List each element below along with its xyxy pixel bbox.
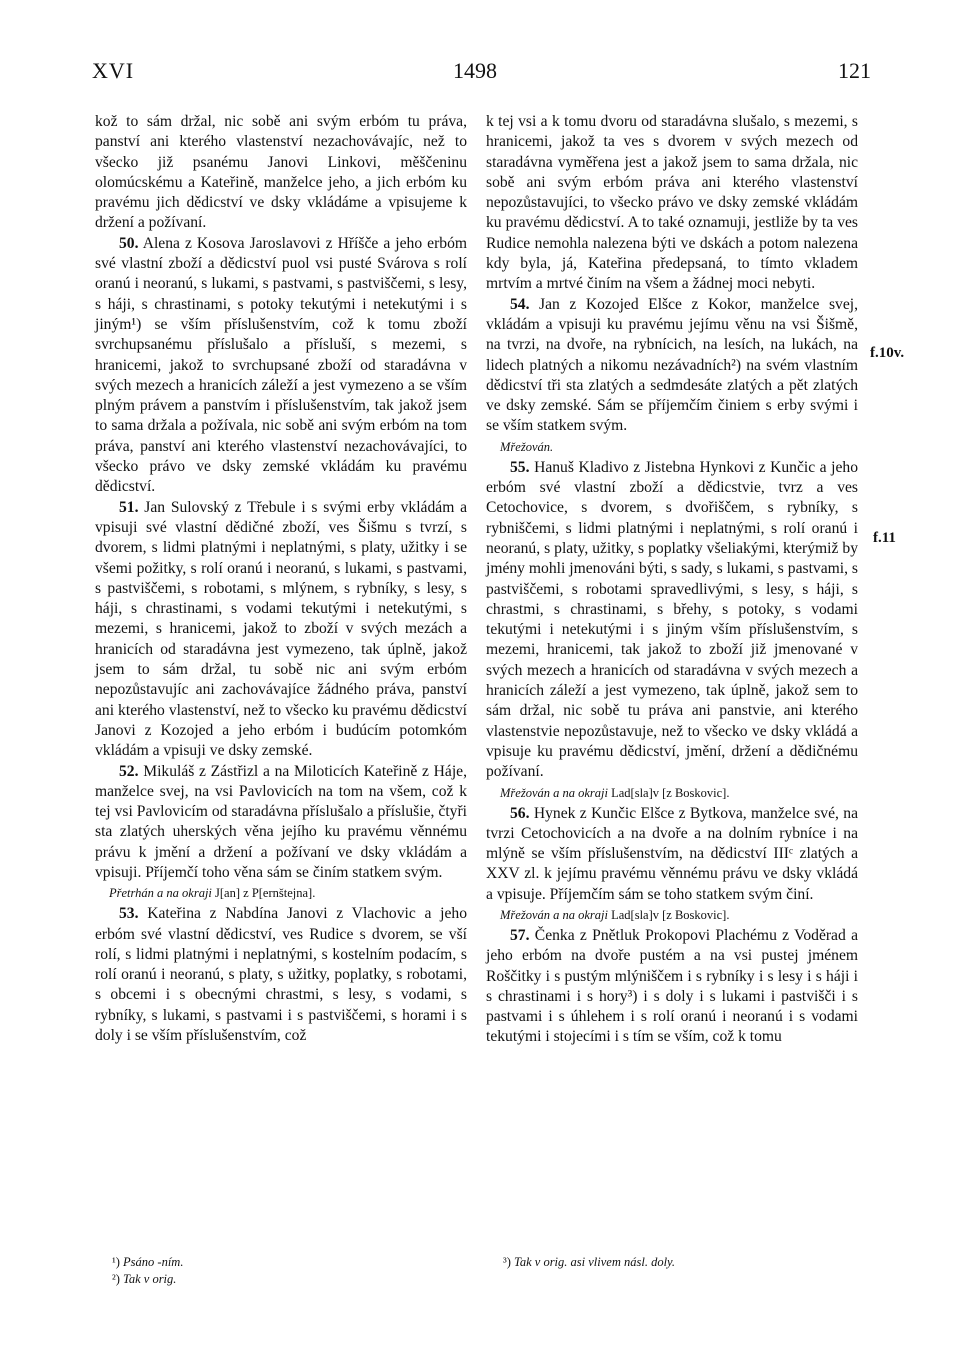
record-entry — [95, 498, 467, 762]
running-head-year: 1498 — [453, 58, 497, 83]
note-label: Mřežován a na okraji — [500, 785, 608, 800]
margin-folio-note: f.10v. — [870, 345, 905, 361]
footnotes-right — [503, 1254, 675, 1271]
left-column — [95, 112, 467, 1046]
editorial-note — [486, 784, 858, 802]
record-entry — [486, 804, 858, 905]
continuation-text: k tej vsi a k tomu dvoru od staradávna slušalo, s mezemi, s hranicemi, jakož ta ves s dvorem v svých mezech od staradávna vyměřena jest a jakož jsem to sama držala, nic sobě ani svým erbóm práva ani kterého vlastenství nepozůstavujíci, to všecko právo ve dsky zemské vkládám ku pravému dědicství. A to také oznamuji, jestliže by ta ves Rudice nemohla nalezena býti ve dskách a potom nalezena kdy byla, já, Kateřina předepsaná, to tímto vkladem mrtvím a mrtvé činím na všem a žádnej moci nebyti. — [486, 113, 858, 293]
entry-number: 54. — [510, 295, 530, 313]
note-label: Mřežován. — [500, 439, 554, 454]
entry-number: 56. — [510, 804, 530, 822]
record-entry — [486, 926, 858, 1048]
note-text: Lad[sla]v [z Boskovic]. — [611, 785, 730, 800]
entry-text: Jan Sulovský z Třebule i s svými erby vkládám a vpisuji své vlastní dědičné zboží, ves Šišmu s tvrzí, s dvorem, s lidmi platnými i neplatnými, s platy, užitky i se všemi požitky, s rolí oranú i neoranú, s lukami, s pastvami, s pastviščemi, s robotami, s mlýnem, s rybníky, s lesy, s háji, s chrastinami, s vodami tekutými i netekutými, s mezemi, s hranicemi, jakož to zboží v svých mezách a hranicích od staradávna jest vymezeno, tak úplně, jakož jsem to sám držal, tu sobě nic ani svým erbóm nepozůstavujíc ani zachovávajíce žádného práva, panství ani kterého vlastenství, než to všecko ku pravému dědicství Janovi z Kozojed a jeho erbóm i budúcím potomkóm vkládám a vpisuji ve dsky zemské. — [95, 498, 468, 760]
footnote-text: Tak v orig. — [123, 1272, 177, 1286]
editorial-note — [95, 884, 467, 902]
right-column — [486, 112, 858, 1048]
footnote-text: Psáno -ním. — [123, 1255, 184, 1269]
entry-text: Hynek z Kunčic Elšce z Bytkova, manželce své, na tvrzi Cetochovicích a na dvoře a na dolním rybníce i na mlýně se vším příslušenstvím, na dědicství IIIᶜ zlatých a XXV zl. k jejímu pravému věnnému právu ve dsky vkládá a vpisuje. Příjemčím sám se toho statkem svým činí. — [486, 804, 858, 903]
entry-text: Kateřina z Nabdína Janovi z Vlachovic a jeho erbóm své vlastní dědicství, ves Rudice s dvorem, se vší rolí, s lidmi platnými i neplatnými, s kostelním podacím, s rolí oranú i neoranú, s platy, s užitky, poplatky, s robotami, s obcemi i s obecnými chrastmi, s lesy, s vodami, s rybníky, s lukami, s pastvami i s pastviščemi, s horami i s doly i se vším příslušenstvím, což — [95, 905, 467, 1045]
page-number: 121 — [838, 58, 871, 83]
entry-text: Hanuš Kladivo z Jistebna Hynkovi z Kunčic a jeho erbóm své vlastní zboží a dědicstvie, tvrz a ves Cetochovice, s dvorem, s dvořiščem, s rybníky, s rybniščemi, s lidmi platnými i neplatnými, s rolí oranú i neoranú, s platy, užitky, s poplatky všeliakými, kterýmiž by jmény mohli jmenováni býti, s sady, s lukami, s pastvami, s pastviščemi, s robotami spravedlivými, s lesy, s háji, s chrastmi, s chrastinami, s břehy, s potoky, s vodami tekutými i netekutými i s jiným vším příslušenstvím, s mezemi, hranicemi, tak jakož to zboží již jmenované v svých mezech a hranicích od staradávna v svých mezech a hranicích záleží a jest vymezeno, tak úplně, jakož sem to sám držal, nic sobě tu práva ani panstvie, ani kterého vlastenstvie nepozůstavuje, než to všecko ve dsky vkládá a vpisuje ku pravému dědicství, jmění, držení a dědičnému požívaní. — [486, 458, 858, 781]
continuation-text: kož to sám držal, nic sobě ani svým erbóm tu práva, panství ani kterého vlastenství nezachovávajíc, než to všecko již psanému Janovi Linkovi, měščeninu olomúcskému a Kateřině, manželce jeho, a jich erbóm ku pravému jich dědicství ve dsky vkládáme a vpisujeme k držení a požívaní. — [95, 113, 467, 232]
footnote-mark: ³) — [503, 1255, 511, 1269]
note-text: J[an] z P[ernštejna]. — [215, 886, 316, 901]
footnote — [112, 1271, 183, 1288]
record-entry — [486, 295, 858, 437]
entry-number: 52. — [119, 762, 139, 780]
running-head-left: XVI — [92, 58, 135, 83]
footnote-mark: ²) — [112, 1272, 120, 1286]
note-text: Lad[sla]v [z Boskovic]. — [611, 907, 730, 922]
record-entry — [95, 762, 467, 884]
note-label: Mřežován a na okraji — [500, 907, 608, 922]
note-label: Přetrhán a na okraji — [109, 886, 212, 901]
entry-text: Jan z Kozojed Elšce z Kokor, manželce svej, vkládám a vpisuji ku pravému jejímu věnu na vsi Šišmě, na tvrzi, na dvoře, na rybnícich, na lesích, na lukách, na lidech platných a nikomu nezávadních²) na svém vlastním dědicství tři sta zlatých a sedmdesáte zlatých a pět zlatých ve dsky zemské. Sám se příjemčím činiem s erby svými i se vším statkem svým. — [486, 295, 859, 435]
footnote-mark: ¹) — [112, 1255, 120, 1269]
footnotes-left — [112, 1254, 183, 1288]
footnote — [503, 1254, 675, 1271]
entry-number: 55. — [510, 458, 530, 476]
entry-text: Alena z Kosova Jaroslavovi z Hříšče a jeho erbóm své vlastní zboží a dědicství puol vsi pusté Svárova s rolí oranú i neoranú, s lukami, s pastvami, s pastviščemi, s lesy, s háji, s chrastinami, s potoky tekutými i netekutými i s jiným¹) se vším příslušenstvím, což k tomu zboží svrchupsanému příslušalo a přísluší, s mezemi, s hranicemi, jakož to svrchupsané zboží od staradávna v svých mezech a hranicích záleží a jest vymezeno a se vším plným právem a panstvím i příslušenstvím, tak jakož jsem to sama držala a požívala, nic sobě ani svým erbóm na tom práva, panství ani kterého vlastenství nezachovávajíci, to všecko právo ve dsky zemské vkládám ku pravému dědicství. — [95, 234, 468, 496]
footnote-text: Tak v orig. asi vlivem násl. doly. — [514, 1255, 676, 1269]
entry-number: 53. — [119, 905, 139, 923]
entry-number: 57. — [510, 926, 530, 944]
footnote — [112, 1254, 183, 1271]
entry-number: 50. — [119, 234, 139, 252]
entry-number: 51. — [119, 498, 139, 516]
record-entry — [95, 234, 467, 498]
record-entry — [486, 458, 858, 783]
editorial-note — [486, 438, 858, 456]
record-entry — [95, 904, 467, 1046]
entry-text: Čenka z Pnětluk Prokopovi Plachému z Voděrad a jeho erbóm na dvoře pustém a na vsi pustej jménem Roščitky i s pustým mlýniščem i s rybníky i s lesy i s háji i s chrastinami i s hory³) i s doly i s lukami i pastvišči i s pastvami i s úhlehem i s rolí oranú i neoranú i s vodami tekutými i stojecími i s tím se vším, což k tomu — [486, 926, 858, 1046]
entry-text: Mikuláš z Zástřizl a na Miloticích Kateřině z Háje, manželce svej, na vsi Pavlovicích na tom na všem, což k tej vsi Pavlovicím od staradávna příslušalo a příslušie, čtyři sta zlatých uherských věna jejího ku pravému věnnému právu k jmění a držení a požívaní ve dsky vkládám a vpisuji. Příjemčí toho věna sám se činím statkem svým. — [95, 762, 467, 881]
editorial-note — [486, 906, 858, 924]
margin-folio-note: f.11 — [873, 530, 896, 546]
